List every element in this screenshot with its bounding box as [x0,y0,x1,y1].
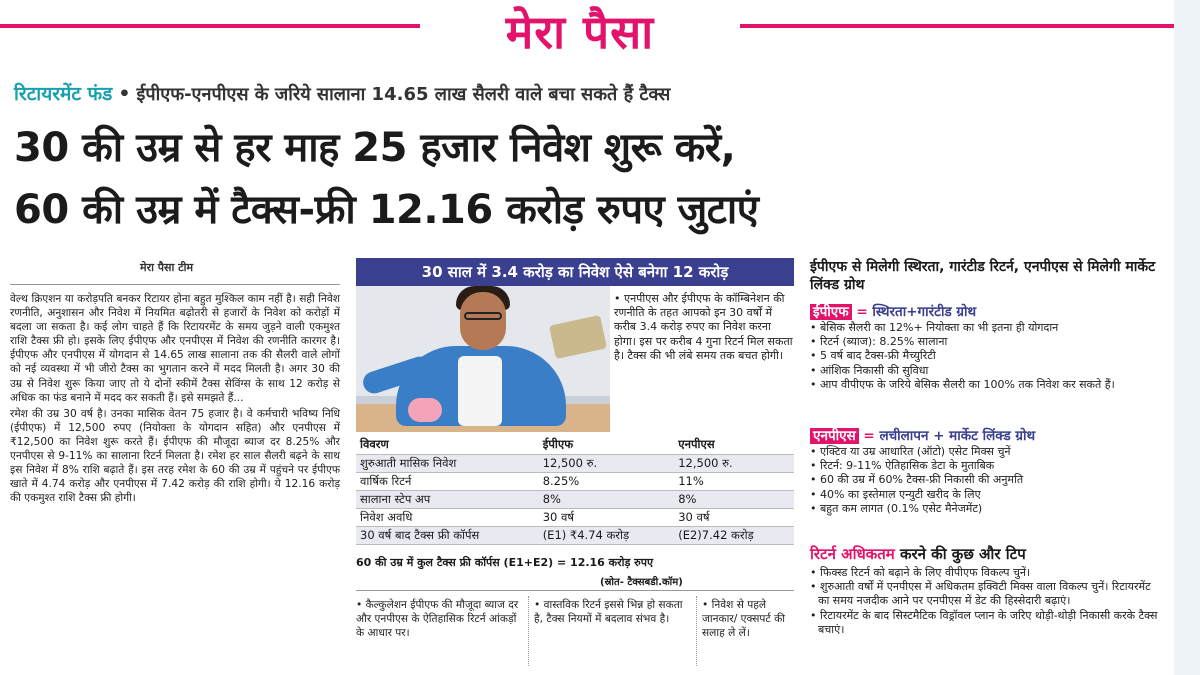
nps-summary: लचीलापन + मार्केट लिंक्ड ग्रोथ [879,428,1036,444]
infographic-note: • एनपीएस और ईपीएफ के कॉम्बिनेशन की रणनीति के तहत आपको इन 30 वर्षों में करीब 3.4 करोड़ रुपए का निवेश करना होगा। इस पर करीब 4 गुना रिटर्न मिल सकता है। टैक्स की भी लंबे समय तक बचत होगी। [614,292,793,362]
epf-list [810,321,1160,392]
masthead-title: मेरा पैसा [505,5,655,59]
table-cell: (E2)7.42 करोड़ [674,526,794,544]
footnote-2: • वास्तविक रिटर्न इससे भिन्न हो सकता है, टैक्स नियमों में बदलाव संभव है। [534,599,683,625]
table-header: एनपीएस [678,437,715,452]
table-cell: निवेश अवधि [360,509,413,524]
table-header-row [356,436,794,454]
page-edge-strip [1174,0,1200,675]
list-item: • 40% का इस्तेमाल एन्युटी खरीद के लिए [810,487,981,501]
epf-label: ईपीएफ [810,304,852,320]
infographic-banner: 30 साल में 3.4 करोड़ का निवेश ऐसे बनेगा 12 करोड़ [356,258,794,286]
photo-glasses [464,312,502,320]
table-cell: 8.25% [542,474,580,488]
epf-subheading [810,302,976,320]
comparison-table [356,436,794,545]
list-item: • रिटायरमेंट के बाद सिस्टमैटिक विड्रॉवल प्लान के जरिए थोड़ी-थोड़ी निकासी करके टैक्स बचाएं। [810,608,1158,636]
list-item: • बेसिक सैलरी का 12%+ नियोक्ता का भी इतना ही योगदान [810,321,1059,334]
table-cell: 11% [678,474,704,488]
table-cell: सालाना स्टेप अप [356,490,539,508]
photo-head [460,292,506,350]
table-header: ईपीएफ [542,437,574,452]
footnote-divider [528,596,529,666]
table-cell: 30 वर्ष बाद टैक्स फ्री कॉर्पस [356,526,539,544]
epf-equals: = [856,304,868,320]
nps-list [810,445,1160,516]
table-row [356,508,794,526]
body-paragraph-2: रमेश की उम्र 30 वर्ष है। उनका मासिक वेतन 75 हजार है। वे कर्मचारी भविष्य निधि (ईपीएफ) में 12,500 रुपए (नियोक्ता के योगदान सहित) और एनपीएस में ₹12,500 का निवेश शुरू करते हैं। ईपीएफ की मौजूदा ब्याज दर 8.25% और एनपीएस से 9-11% का सालाना रिटर्न मिलता है। रमेश हर साल सैलरी बढ़ने के साथ इस निवेश में 8% राशि बढ़ाते हैं। इस तरह रमेश के 60 की उम्र में पहुंचने पर ईपीएफ खाते में 4.74 करोड़ और एनपीएस में 7.42 करोड़ की राशि होगी। ये 12.16 करोड़ की एकमुश्त राशि टैक्स फ्री होगी। [10,407,340,505]
kicker-tag: रिटायरमेंट फंड [14,83,113,105]
table-row [356,490,794,508]
list-item: • रिटर्न (ब्याज): 8.25% सालाना [810,335,948,349]
list-item: • फिक्स्ड रिटर्न को बढ़ाने के लिए वीपीएफ विकल्प चुनें। [810,566,1031,579]
table-cell: शुरुआती मासिक निवेश [356,454,539,472]
byline: मेरा पैसा टीम [140,261,194,274]
table-row [356,526,794,544]
tips-heading [810,544,1026,564]
table-cell: 8% [539,490,675,508]
footnote-divider [696,596,697,666]
footnote-1: • कैल्कुलेशन ईपीएफ की मौजूदा ब्याज दर और एनपीएस के ऐतिहासिक रिटर्न आंकड़ों के आधार पर। [356,599,519,639]
source-credit: (स्रोत- टैक्सबडी.कॉम) [600,577,683,588]
table-cell: वार्षिक रिटर्न [360,473,412,488]
table-cell: 12,500 रु. [539,454,675,472]
table-cell: 30 वर्ष [542,509,575,524]
piggy-bank-icon [408,398,442,422]
list-item: • एक्टिव या उम्र आधारित (ऑटो) एसेट मिक्स चुनें [810,445,1011,458]
table-row [356,472,794,490]
list-item: • बहुत कम लागत (0.1% एसेट मैनेजमेंट) [810,501,983,515]
footnote-rule [356,590,794,591]
table-header: विवरण [360,437,389,452]
nps-equals: = [863,428,875,444]
article-body [10,292,340,507]
table-row [356,454,794,472]
footnote-3: • निवेश से पहले जानकार/ एक्सपर्ट की सलाह ले लें। [702,599,785,639]
table-cell: (E1) ₹4.74 करोड़ [539,526,675,544]
body-paragraph-1: वेल्थ क्रिएशन या करोड़पति बनकर रिटायर होना बहुत मुश्किल काम नहीं है। सही निवेश रणनीति, अनुशासन और निवेश में नियमित बढ़ोतरी से हजारों के निवेश को करोड़ों में बदला जा सकता है। कई लोग चाहते हैं कि रिटायरमेंट के समय जुड़ने वाली एकमुश्त राशि टैक्स फ्री हो। इसके लिए ईपीएफ और एनपीएस में निवेश की रणनीति कारगर है। ईपीएफ और एनपीएस में योगदान से 14.65 लाख सालाना तक की सैलरी वाले लोगों को नई व्यवस्था में भी जीरो टैक्स का भुगतान करने में मदद मिलती है। अगर 30 की उम्र से निवेश शुरू किया जाए तो ये दोनों स्कीमें टैक्स सेविंग्स के साथ 12 करोड़ से अधिक का फंड बनाने में मदद कर सकती हैं। इसे समझते हैं... [10,293,340,404]
right-heading: ईपीएफ से मिलेगी स्थिरता, गारंटीड रिटर्न, एनपीएस से मिलेगी मार्केट लिंक्ड ग्रोथ [810,259,1156,293]
list-item: • आप वीपीएफ के जरिये बेसिक सैलरी का 100% तक निवेश कर सकते हैं। [810,377,1115,391]
epf-summary: स्थिरता+गारंटीड ग्रोथ [872,304,977,320]
tips-list [810,566,1160,637]
photo-shirt [458,356,502,426]
masthead [420,2,740,62]
kicker [14,80,1164,110]
list-item: • रिटर्न: 9-11% ऐतिहासिक डेटा के मुताबिक [810,459,995,473]
nps-subheading [810,426,1035,444]
table-cell: 12,500 रु. [674,454,794,472]
kicker-dot: • [118,83,131,105]
list-item: • शुरुआती वर्षों में एनपीएस में अधिकतम इक्विटी मिक्स वाला विकल्प चुनें। रिटायरमेंट का समय नजदीक आने पर एनपीएस में डेट की हिस्सेदारी बढ़ाएं। [810,580,1151,608]
headline-line-1: 30 की उम्र से हर माह 25 हजार निवेश शुरू करें, [14,125,736,171]
total-corpus: 60 की उम्र में कुल टैक्स फ्री कॉर्पस (E1+E2) = 12.16 करोड़ रुपए [356,556,654,569]
tips-heading-rest: करने की कुछ और टिप [894,545,1026,563]
nps-label: एनपीएस [810,428,859,444]
kicker-text: ईपीएफ-एनपीएस के जरिये सालाना 14.65 लाख सैलरी वाले बचा सकते हैं टैक्स [136,84,671,105]
byline-rule [10,284,340,285]
list-item: • 5 वर्ष बाद टैक्स-फ्री मैच्युरिटी [810,349,936,363]
table-cell: 8% [674,490,794,508]
list-item: • 60 की उम्र में 60% टैक्स-फ्री निकासी की अनुमति [810,473,1024,487]
table-cell: 30 वर्ष [678,509,710,524]
tips-heading-emphasis: रिटर्न अधिकतम [810,545,895,563]
investor-photo [356,286,610,432]
list-item: • आंशिक निकासी की सुविधा [810,363,929,377]
headline-line-2: 60 की उम्र में टैक्स-फ्री 12.16 करोड़ रुपए जुटाएं [14,187,759,233]
